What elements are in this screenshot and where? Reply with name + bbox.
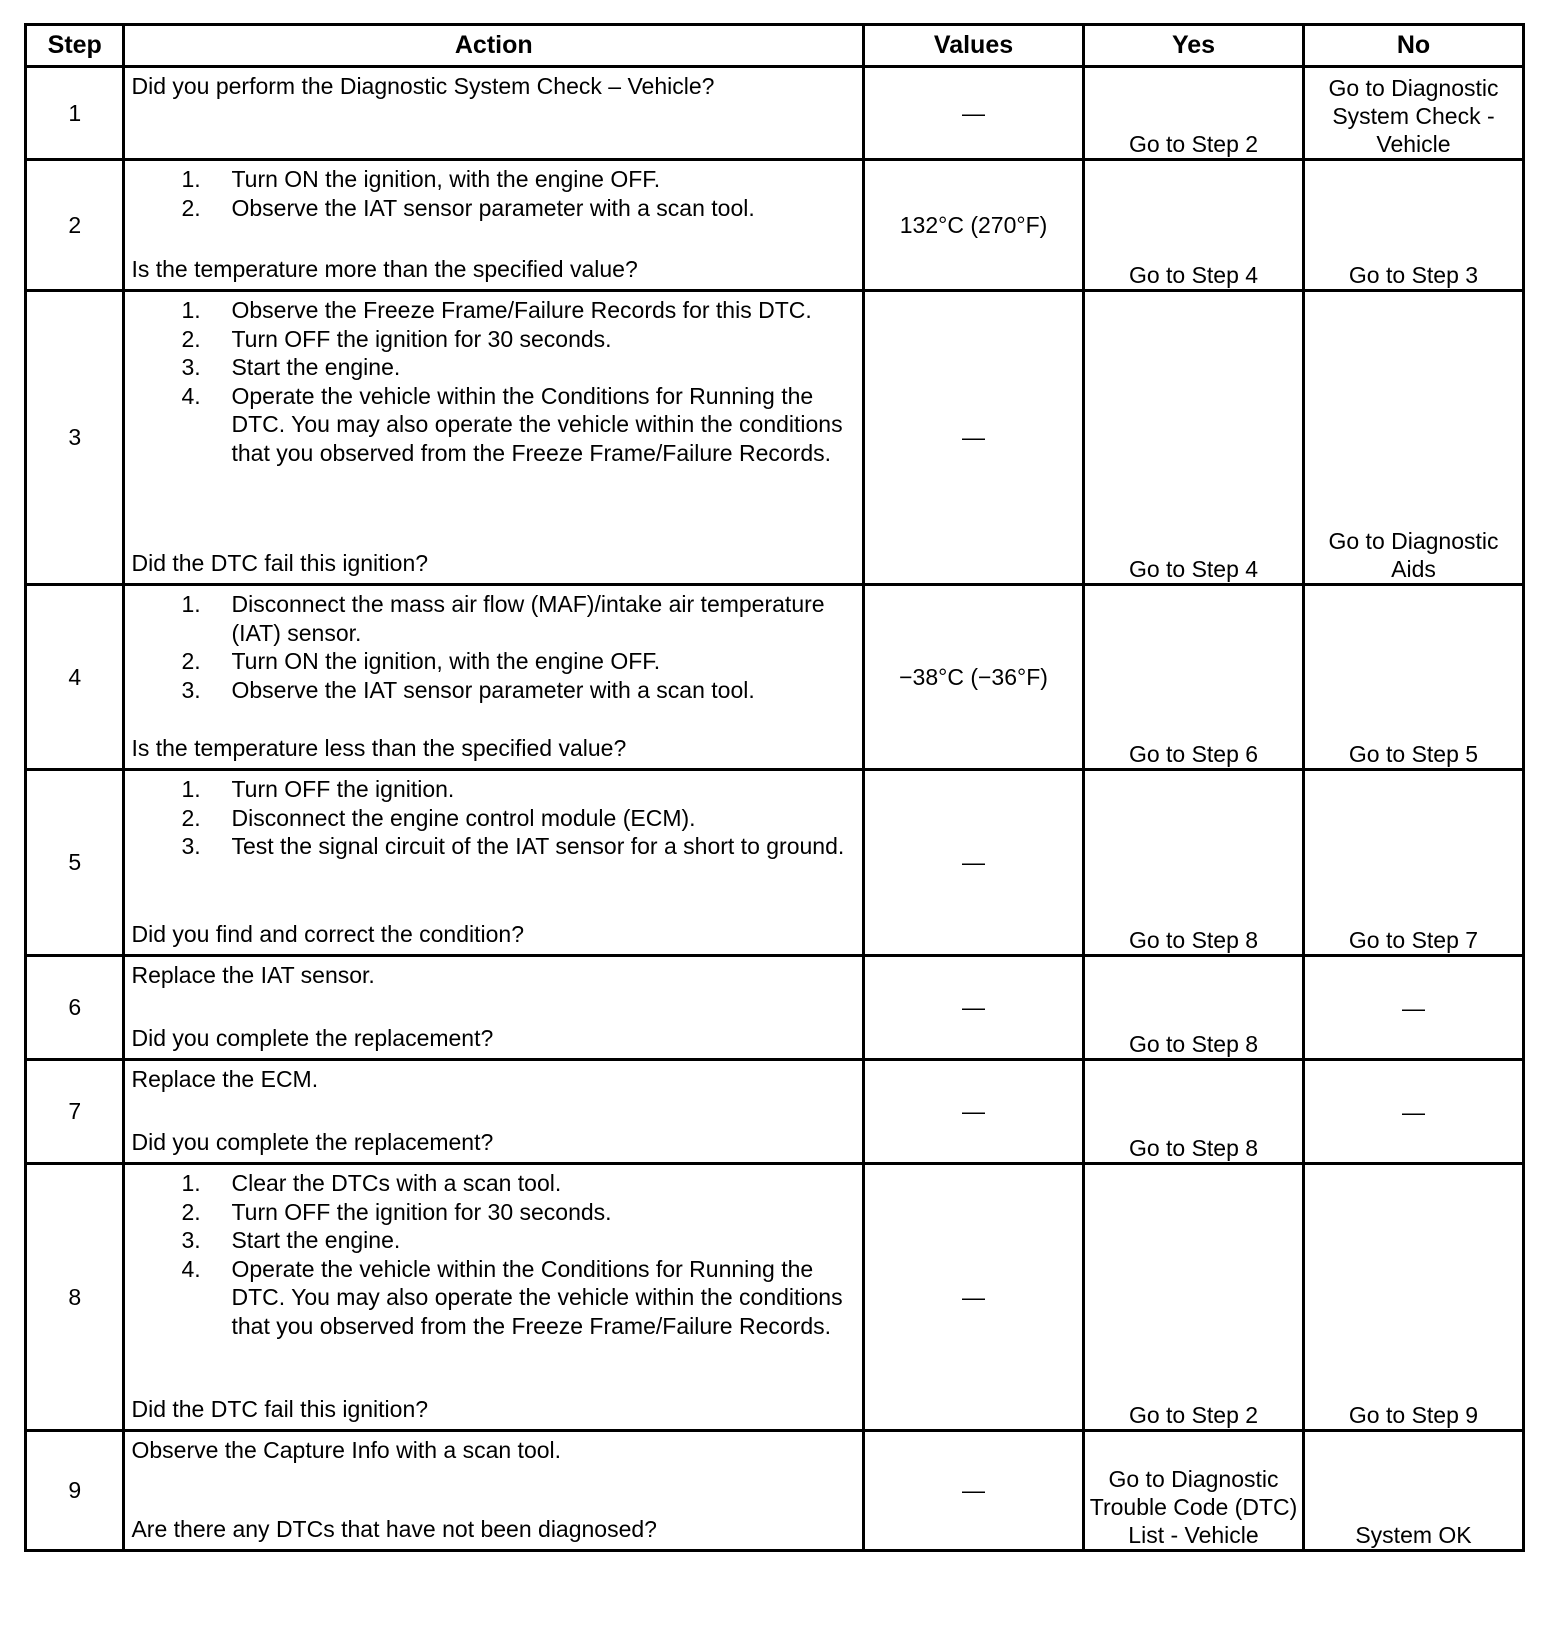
list-item [131,804,856,833]
action-cell [124,585,864,770]
action-instructions [131,1436,856,1465]
table-row [26,291,1524,585]
list-item-number: 2. [181,1198,201,1225]
list-item-number: 3. [181,354,201,380]
action-content [125,1432,862,1549]
action-instructions [131,590,856,704]
step-number: 6 [26,956,124,1060]
value-cell: — [864,1431,1084,1551]
list-item [131,1198,856,1227]
action-instruction: Replace the IAT sensor. [131,962,375,988]
table-row [26,1431,1524,1551]
yes-cell: Go to Step 6 [1084,585,1304,770]
yes-cell: Go to Diagnostic Trouble Code (DTC) List - Vehicle [1084,1431,1304,1551]
no-cell: Go to Diagnostic Aids [1304,291,1524,585]
action-content [125,771,862,954]
action-cell [124,291,864,585]
list-item-number: 1. [181,297,201,323]
list-item [131,1226,856,1255]
no-cell: Go to Diagnostic System Check - Vehicle [1304,67,1524,160]
no-cell: System OK [1304,1431,1524,1551]
action-question: Did the DTC fail this ignition? [131,549,429,576]
action-content [125,957,862,1058]
header-step: Step [26,25,124,67]
list-item-text: Observe the Freeze Frame/Failure Records for this DTC. [231,297,812,323]
action-content [125,68,862,158]
action-instructions [131,1169,856,1340]
no-cell: Go to Step 3 [1304,160,1524,291]
no-cell: — [1304,1060,1524,1164]
list-item-number: 4. [181,1255,201,1282]
action-instructions [131,775,856,861]
action-question: Are there any DTCs that have not been diagnosed? [131,1515,657,1542]
action-steps-list [131,1169,856,1340]
yes-cell: Go to Step 2 [1084,1164,1304,1431]
action-content [125,161,862,289]
step-number: 3 [26,291,124,585]
action-content [125,1165,862,1429]
step-number: 9 [26,1431,124,1551]
list-item-number: 3. [181,833,201,859]
value-cell: — [864,1164,1084,1431]
action-content [125,292,862,583]
list-item [131,353,856,382]
action-question: Is the temperature less than the specified value? [131,734,627,761]
step-number: 4 [26,585,124,770]
action-cell [124,160,864,291]
action-instructions [131,165,856,222]
action-question: Did you find and correct the condition? [131,920,524,947]
list-item [131,382,856,468]
header-no: No [1304,25,1524,67]
list-item-number: 3. [181,1227,201,1253]
table-row [26,67,1524,160]
yes-cell: Go to Step 4 [1084,291,1304,585]
header-yes: Yes [1084,25,1304,67]
list-item-number: 2. [181,194,201,221]
action-instruction: Did you perform the Diagnostic System Check – Vehicle? [131,73,715,99]
action-content [125,586,862,768]
list-item [131,325,856,354]
step-number: 8 [26,1164,124,1431]
action-instructions [131,961,856,990]
list-item-text: Test the signal circuit of the IAT sensor for a short to ground. [231,833,845,859]
header-values: Values [864,25,1084,67]
list-item-text: Observe the IAT sensor parameter with a scan tool. [231,676,755,703]
list-item-number: 1. [181,591,201,617]
action-steps-list [131,590,856,704]
action-question: Did you complete the replacement? [131,1024,494,1051]
action-instruction: Replace the ECM. [131,1066,319,1092]
list-item [131,296,856,325]
action-instructions [131,1065,856,1094]
value-cell: — [864,956,1084,1060]
action-steps-list [131,775,856,861]
yes-cell: Go to Step 8 [1084,956,1304,1060]
list-item-text: Operate the vehicle within the Conditions for Running the DTC. You may also operate the vehicle within the conditions that you observed from the Freeze Frame/Failure Records. [231,1255,843,1339]
value-cell: — [864,291,1084,585]
action-cell [124,956,864,1060]
step-number: 5 [26,770,124,956]
list-item [131,647,856,676]
action-cell [124,1164,864,1431]
value-cell: 132°C (270°F) [864,160,1084,291]
action-question: Did you complete the replacement? [131,1128,494,1155]
action-cell [124,1060,864,1164]
step-number: 1 [26,67,124,160]
yes-cell: Go to Step 2 [1084,67,1304,160]
no-cell: Go to Step 5 [1304,585,1524,770]
action-question: Did the DTC fail this ignition? [131,1395,429,1422]
list-item [131,832,856,861]
header-action: Action [124,25,864,67]
value-cell: — [864,67,1084,160]
list-item [131,590,856,647]
value-cell: — [864,1060,1084,1164]
list-item-number: 1. [181,1170,201,1196]
list-item-text: Observe the IAT sensor parameter with a scan tool. [231,194,755,221]
list-item [131,1255,856,1341]
table-row [26,1164,1524,1431]
action-cell [124,770,864,956]
action-steps-list [131,165,856,222]
list-item-number: 2. [181,648,201,674]
list-item-text: Start the engine. [231,1227,401,1253]
table-body [26,67,1524,1551]
list-item-number: 1. [181,166,201,192]
list-item-text: Turn ON the ignition, with the engine OFF. [231,648,661,674]
value-cell: — [864,770,1084,956]
action-instructions [131,296,856,467]
list-item-number: 1. [181,776,201,802]
no-cell: — [1304,956,1524,1060]
list-item [131,194,856,223]
yes-cell: Go to Step 8 [1084,770,1304,956]
step-number: 2 [26,160,124,291]
action-cell [124,67,864,160]
step-number: 7 [26,1060,124,1164]
table-row [26,585,1524,770]
list-item-text: Turn OFF the ignition for 30 seconds. [231,1198,612,1225]
list-item [131,165,856,194]
list-item-text: Turn ON the ignition, with the engine OFF. [231,166,661,192]
action-steps-list [131,296,856,467]
action-cell [124,1431,864,1551]
list-item-text: Disconnect the engine control module (ECM). [231,804,696,831]
list-item [131,676,856,705]
table-row [26,956,1524,1060]
list-item-text: Disconnect the mass air flow (MAF)/intake air temperature (IAT) sensor. [231,591,825,646]
list-item-text: Operate the vehicle within the Conditions for Running the DTC. You may also operate the vehicle within the conditions that you observed from the Freeze Frame/Failure Records. [231,382,843,466]
diagnostic-table [24,23,1525,1552]
action-content [125,1061,862,1162]
table-row [26,770,1524,956]
table-row [26,1060,1524,1164]
table-row [26,160,1524,291]
list-item-text: Start the engine. [231,354,401,380]
yes-cell: Go to Step 8 [1084,1060,1304,1164]
no-cell: Go to Step 7 [1304,770,1524,956]
yes-cell: Go to Step 4 [1084,160,1304,291]
list-item-number: 4. [181,382,201,409]
list-item-number: 2. [181,325,201,352]
list-item [131,775,856,804]
value-cell: −38°C (−36°F) [864,585,1084,770]
action-instruction: Observe the Capture Info with a scan tool. [131,1437,562,1463]
list-item-text: Clear the DTCs with a scan tool. [231,1170,562,1196]
action-question: Is the temperature more than the specified value? [131,255,638,282]
no-cell: Go to Step 9 [1304,1164,1524,1431]
list-item-number: 3. [181,676,201,703]
list-item-number: 2. [181,804,201,831]
list-item-text: Turn OFF the ignition for 30 seconds. [231,325,612,352]
list-item [131,1169,856,1198]
list-item-text: Turn OFF the ignition. [231,776,455,802]
action-instructions [131,72,856,101]
header-row [26,25,1524,67]
